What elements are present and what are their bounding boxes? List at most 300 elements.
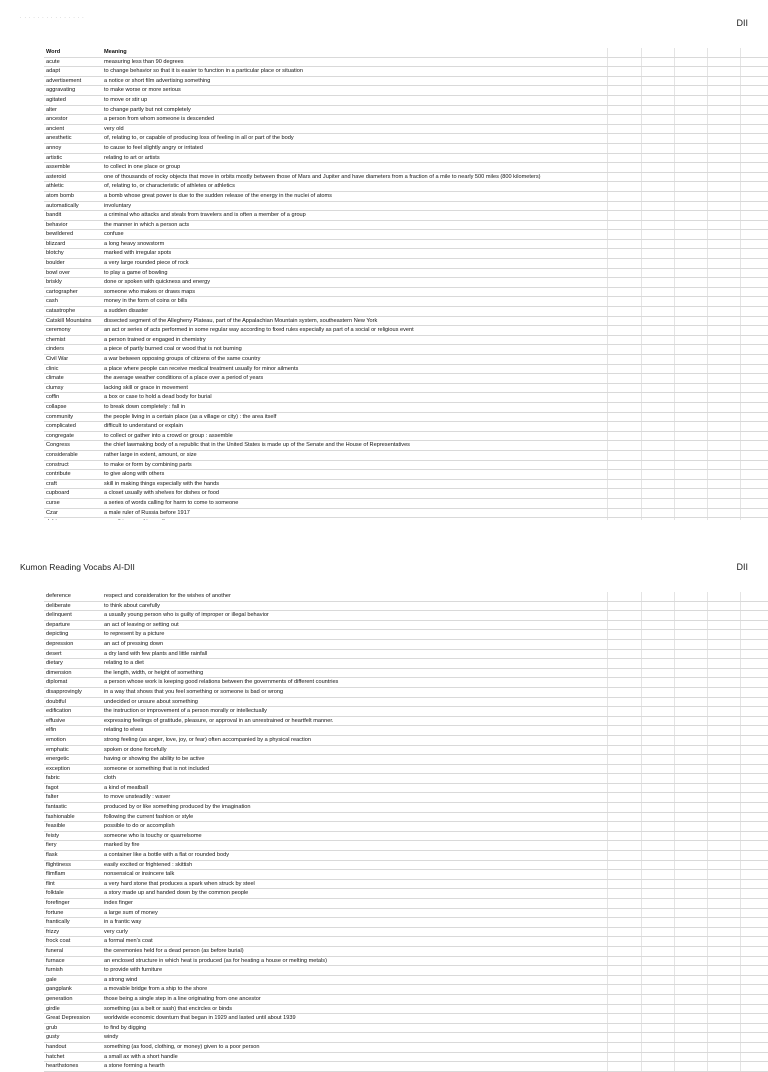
word-cell: collapse [46,403,67,410]
table-row [44,297,768,307]
table-row [44,413,768,423]
table-row [44,461,768,471]
table-row [44,928,768,938]
meaning-cell: to collect in one place or group [104,164,181,171]
table-row [44,470,768,480]
meaning-cell: a stone forming a hearth [104,1063,165,1070]
meaning-cell: a story made up and handed down by the common people [104,890,249,897]
word-cell: clumsy [46,384,64,391]
word-cell: craft [46,480,57,487]
meaning-cell: an act of pressing down [104,640,164,647]
table-row [44,240,768,250]
meaning-cell: an enclosed structure in which heat is produced (as for heating a house or melting metals) [104,957,327,964]
page-2 [0,556,768,1070]
word-cell: disapprovingly [46,688,82,695]
meaning-cell: the average weather conditions of a place over a period of years [104,375,264,382]
meaning-cell: a person from whom someone is descended [104,116,215,123]
word-cell: effusive [46,717,66,724]
table-row [44,307,768,317]
word-cell: artistic [46,154,63,161]
meaning-cell: to play a game of bowling [104,269,168,276]
meaning-cell: skill in making things especially with the hands [104,480,220,487]
word-cell: departure [46,621,70,628]
word-cell: deliberate [46,602,71,609]
meaning-cell: done or spoken with quickness and energy [104,279,211,286]
table-row [44,432,768,442]
word-cell: Czar [46,509,58,516]
word-cell: Civil War [46,356,69,362]
word-cell: flint [46,880,55,887]
word-cell: doubtful [46,698,66,705]
table-row [44,86,768,96]
table-row [44,115,768,125]
meaning-cell: very old [104,125,124,132]
table-row [44,422,768,432]
table-row [44,611,768,621]
table-row [44,173,768,183]
word-cell: acute [46,58,60,65]
meaning-cell: a small ax with a short handle [104,1053,178,1060]
table-row [44,659,768,669]
table-header-row [44,48,768,58]
meaning-cell: of, relating to, or characteristic of athletes or athletics [104,183,235,190]
table-row [44,1024,768,1034]
meaning-cell: marked with irregular spots [104,250,172,257]
meaning-cell: dissected segment of the Allegheny Plateau, part of the Appalachian Mountain system, southeastern New York [104,317,378,324]
table-row [44,317,768,327]
meaning-cell: difficult to understand or explain [104,423,183,430]
word-cell: furnish [46,967,63,974]
meaning-cell: lacking skill or grace in movement [104,384,188,391]
word-cell: alter [46,106,57,113]
meaning-cell: the ceremonies held for a dead person (as before burial) [104,947,244,954]
meaning-cell: a notice or short film advertising something [104,77,211,84]
word-cell: ceremony [46,327,71,334]
meaning-cell: a war between opposing groups of citizens of the same country [104,356,261,362]
meaning-cell: cloth [104,775,116,782]
word-cell: dimension [46,669,72,676]
word-cell: elfin [46,727,57,734]
table-row [44,909,768,919]
meaning-cell: to move unsteadily : waver [104,794,171,801]
table-row [44,211,768,221]
word-cell: assemble [46,164,70,171]
word-cell: agitated [46,96,66,103]
meaning-cell: a long heavy snowstorm [104,240,165,247]
word-cell: bandit [46,212,62,219]
word-cell: exception [46,765,70,772]
word-cell: flightiness [46,861,71,868]
word-cell: frantically [46,919,70,926]
table-row [44,822,768,832]
meaning-cell: someone who is touchy or quarrelsome [104,832,202,839]
meaning-cell: windy [104,1034,119,1041]
word-cell: construct [46,461,69,468]
page-header-level: DII [736,18,748,28]
meaning-cell: nonsensical or insincere talk [104,871,175,878]
word-cell: Congress [46,442,70,449]
meaning-cell: a box or case to hold a dead body for burial [104,394,212,401]
meaning-cell: to make worse or more serious [104,87,181,94]
table-row [44,813,768,823]
meaning-cell: a container like a bottle with a flat or rounded body [104,852,230,859]
vocab-table [44,48,768,537]
word-cell: catastrophe [46,308,76,315]
table-row [44,870,768,880]
word-cell: anesthetic [46,135,72,142]
word-cell: hearthstones [46,1063,79,1070]
word-cell: feasible [46,823,66,830]
word-cell: considerable [46,451,78,458]
word-cell: congregate [46,432,74,439]
meaning-cell: a bomb whose great power is due to the sudden release of the energy in the nuclei of atoms [104,192,332,199]
word-cell: depicting [46,631,69,638]
meaning-cell: strong feeling (as anger, love, joy, or fear) often accompanied by a physical reaction [104,736,311,743]
table-row [44,736,768,746]
meaning-cell: to think about carefully [104,602,160,609]
word-cell: asteroid [46,173,66,180]
meaning-cell: a male ruler of Russia before 1917 [104,509,190,516]
meaning-cell: involuntary [104,202,132,209]
meaning-cell: those being a single step in a line originating from one ancestor [104,995,261,1002]
word-cell: frizzy [46,928,60,935]
meaning-cell: an act or series of acts performed in some regular way according to fixed rules especially as part of a social or religious event [104,327,414,334]
table-row [44,630,768,640]
word-cell: flimflam [46,871,66,878]
meaning-cell: a usually young person who is guilty of improper or illegal behavior [104,612,269,619]
table-row [44,851,768,861]
table-row [44,384,768,394]
table-row [44,345,768,355]
table-row [44,182,768,192]
word-cell: folktale [46,890,64,897]
table-row [44,602,768,612]
word-cell: forefinger [46,900,70,906]
page-1 [0,0,768,520]
word-cell: dietary [46,660,63,667]
meaning-cell: to make or form by combining parts [104,461,192,468]
table-row [44,841,768,851]
table-row [44,125,768,135]
word-cell: community [46,413,74,420]
word-cell: funeral [46,947,64,954]
meaning-cell: money in the form of coins or bills [104,298,188,305]
word-cell: emotion [46,736,66,743]
word-cell: ancestor [46,116,68,123]
word-cell: aggravating [46,87,76,94]
word-cell: diplomat [46,679,68,686]
table-row [44,717,768,727]
word-cell: climate [46,375,64,382]
meaning-cell: to cause to feel slightly angry or irritated [104,144,203,151]
table-row [44,966,768,976]
word-cell: grub [46,1024,58,1031]
table-row [44,1062,768,1072]
meaning-cell: index finger [104,900,133,906]
table-row [44,726,768,736]
word-cell: energetic [46,756,70,763]
word-cell: ancient [46,125,65,132]
table-row [44,403,768,413]
meaning-cell: to break down completely : fall in [104,403,186,410]
meaning-cell: following the current fashion or style [104,813,194,820]
meaning-cell: respect and consideration for the wishes of another [104,593,231,599]
meaning-cell: a series of words calling for harm to come to someone [104,499,239,506]
table-row [44,899,768,909]
word-cell: furnace [46,957,65,964]
table-row [44,861,768,871]
word-cell: girdle [46,1005,60,1012]
meaning-cell: a very hard stone that produces a spark when struck by steel [104,880,255,887]
word-cell: fortune [46,909,64,916]
table-row [44,746,768,756]
table-row [44,154,768,164]
word-cell: atom bomb [46,192,74,199]
page-header-title: Kumon Reading Vocabs AI-DII [20,562,135,572]
word-cell: blizzard [46,240,66,247]
word-cell: cash [46,298,58,305]
meaning-cell: a movable bridge from a ship to the shore [104,986,208,993]
word-cell: feisty [46,832,60,839]
meaning-cell: very curly [104,928,128,935]
meaning-cell: the people living in a certain place (as a village or city) : the area itself [104,413,277,420]
meaning-cell: a kind of meatball [104,784,148,791]
meaning-cell: a strong wind [104,976,138,983]
table-row [44,793,768,803]
table-row [44,441,768,451]
table-row [44,698,768,708]
table-row [44,144,768,154]
meaning-cell: relating to a diet [104,660,144,667]
table-row [44,832,768,842]
meaning-cell: an act of leaving or setting out [104,621,179,628]
word-cell: fabric [46,775,60,782]
table-row [44,202,768,212]
word-cell: complicated [46,423,76,430]
word-cell: deference [46,593,71,599]
word-cell: fantastic [46,804,67,811]
meaning-cell: a criminal who attacks and steals from travelers and is often a member of a group [104,212,306,219]
table-row [44,765,768,775]
word-cell: fagot [46,784,59,791]
table-row [44,509,768,519]
table-row [44,669,768,679]
word-cell: edification [46,708,72,715]
meaning-cell: to change partly but not completely [104,106,191,113]
meaning-cell: relating to elves [104,727,144,734]
word-cell: hatchet [46,1053,65,1060]
meaning-cell: a sudden disaster [104,308,149,315]
page-header-title: · · · · · · · · · · · · · · · [20,15,85,20]
meaning-cell: something (as food, clothing, or money) given to a poor person [104,1043,260,1050]
table-row [44,985,768,995]
table-row [44,784,768,794]
table-row [44,947,768,957]
table-row [44,755,768,765]
meaning-cell: spoken or done forcefully [104,746,167,753]
table-row [44,1005,768,1015]
table-row [44,259,768,269]
meaning-cell: possible to do or accomplish [104,823,175,830]
word-cell: delinquent [46,612,72,619]
meaning-cell: a dry land with few plants and little rainfall [104,650,208,657]
table-row [44,650,768,660]
meaning-cell: to move or stir up [104,96,148,103]
table-row [44,976,768,986]
table-row [44,96,768,106]
table-row [44,707,768,717]
table-row [44,592,768,602]
word-cell: flask [46,852,58,859]
table-row [44,365,768,375]
table-row [44,480,768,490]
word-cell: coffin [46,394,60,401]
table-row [44,374,768,384]
table-row [44,163,768,173]
table-row [44,106,768,116]
column-header-meaning: Meaning [104,49,127,55]
table-row [44,393,768,403]
word-cell: bewildered [46,231,74,238]
meaning-cell: a closet usually with shelves for dishes or food [104,490,220,497]
table-row [44,957,768,967]
meaning-cell: someone or something that is not included [104,765,210,772]
table-row [44,221,768,231]
meaning-cell: a person whose work is keeping good relations between the governments of different countries [104,679,339,686]
word-cell: falter [46,794,59,801]
word-cell: blotchy [46,250,64,257]
meaning-cell: to find by digging [104,1024,147,1031]
word-cell: curse [46,499,60,506]
meaning-cell: to change behavior so that it is easier to function in a particular place or situation [104,68,304,75]
word-cell: fashionable [46,813,75,820]
word-cell: gangplank [46,986,72,993]
word-cell: gusty [46,1034,60,1041]
meaning-cell: to collect or gather into a crowd or group : assemble [104,432,233,439]
meaning-cell: relating to art or artists [104,154,160,161]
table-row [44,918,768,928]
meaning-cell: a place where people can receive medical treatment usually for minor ailments [104,365,299,372]
meaning-cell: produced by or like something produced by the imagination [104,804,251,811]
meaning-cell: the chief lawmaking body of a republic that in the United States is made up of the Senate and the House of Representatives [104,442,410,449]
table-row [44,621,768,631]
word-cell: fiery [46,842,57,849]
word-cell: adapt [46,68,60,75]
word-cell: emphatic [46,746,69,753]
word-cell: Catskill Mountains [46,317,92,324]
table-row [44,880,768,890]
table-row [44,499,768,509]
column-header-word: Word [46,49,61,55]
table-row [44,288,768,298]
page-gap [0,520,768,556]
meaning-cell: the instruction or improvement of a person morally or intellectually [104,708,267,715]
table-row [44,58,768,68]
word-cell: contribute [46,471,71,478]
table-row [44,192,768,202]
table-row [44,134,768,144]
word-cell: automatically [46,202,79,209]
meaning-cell: undecided or unsure about something [104,698,198,705]
word-cell: annoy [46,144,62,151]
table-row [44,77,768,87]
word-cell: gale [46,976,57,983]
word-cell: bowl over [46,269,70,276]
table-row [44,774,768,784]
table-row [44,1033,768,1043]
meaning-cell: having or showing the ability to be active [104,756,205,763]
table-row [44,995,768,1005]
meaning-cell: one of thousands of rocky objects that move in orbits mostly between those of Mars and Jupiter and have diameters from a fraction of a mile to nearly 500 miles (800 kilometers) [104,173,541,180]
meaning-cell: expressing feelings of gratitude, pleasure, or approval in an unrestrained or heartfelt manner. [104,717,334,724]
meaning-cell: worldwide economic downturn that began in 1929 and lasted until about 1939 [104,1015,296,1022]
word-cell: cupboard [46,490,70,497]
meaning-cell: rather large in extent, amount, or size [104,451,197,458]
word-cell: advertisement [46,77,82,84]
meaning-cell: confuse [104,231,124,238]
word-cell: desert [46,650,62,657]
vocab-table [44,592,768,1072]
table-row [44,937,768,947]
word-cell: generation [46,995,73,1002]
table-row [44,678,768,688]
table-row [44,889,768,899]
meaning-cell: to give along with others [104,471,165,478]
table-row [44,1043,768,1053]
table-row [44,1053,768,1063]
table-row [44,489,768,499]
word-cell: athletic [46,183,64,190]
word-cell: chemist [46,336,66,343]
word-cell: cartographer [46,288,78,295]
table-row [44,249,768,259]
meaning-cell: a piece of partly burned coal or wood that is not burning [104,346,242,353]
word-cell: frock coat [46,938,71,945]
meaning-cell: the manner in which a person acts [104,221,190,228]
meaning-cell: marked by fire [104,842,140,849]
meaning-cell: in a way that shows that you feel something or someone is bad or wrong [104,688,284,695]
word-cell: handout [46,1043,67,1050]
word-cell: boulder [46,260,65,267]
page-header-level: DII [736,562,748,572]
meaning-cell: a formal men's coat [104,938,153,945]
table-row [44,803,768,813]
word-cell: Great Depression [46,1015,90,1022]
table-row [44,355,768,365]
meaning-cell: to represent by a picture [104,631,165,638]
word-cell: briskly [46,279,62,286]
table-row [44,230,768,240]
meaning-cell: a large sum of money [104,909,158,916]
word-cell: behavior [46,221,68,228]
table-row [44,451,768,461]
word-cell: cinders [46,346,65,353]
meaning-cell: of, relating to, or capable of producing loss of feeling in all or part of the body [104,135,294,142]
meaning-cell: to provide with furniture [104,967,163,974]
table-row [44,688,768,698]
meaning-cell: someone who makes or draws maps [104,288,196,295]
word-cell: depression [46,640,74,647]
table-row [44,278,768,288]
meaning-cell: something (as a belt or sash) that encircles or binds [104,1005,233,1012]
table-row [44,326,768,336]
meaning-cell: a person trained or engaged in chemistry [104,336,206,343]
table-row [44,640,768,650]
table-row [44,1014,768,1024]
meaning-cell: easily excited or frightened : skittish [104,861,193,868]
meaning-cell: in a frantic way [104,919,142,926]
meaning-cell: measuring less than 90 degrees [104,58,184,65]
